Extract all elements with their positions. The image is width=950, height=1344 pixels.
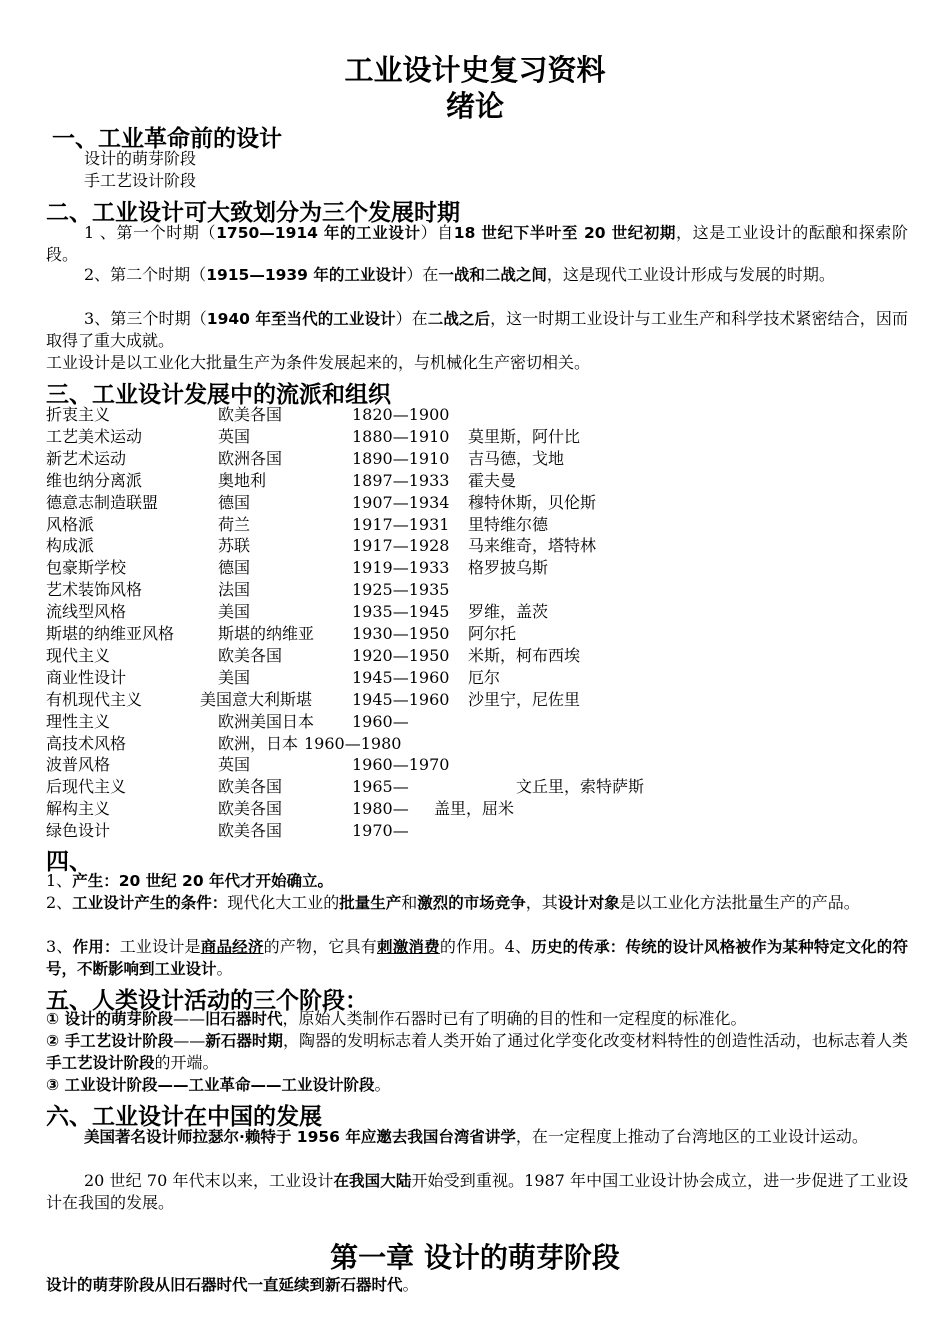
text-run: 。	[402, 1275, 419, 1294]
school-region: 法国	[218, 580, 251, 600]
school-people: 阿尔托	[468, 624, 517, 643]
text-run: ，其	[525, 893, 558, 912]
school-people: 莫里斯，阿什比	[468, 426, 581, 446]
school-years: 1925—1935	[352, 580, 450, 600]
bold-run: ③ 工业设计阶段——工业革命——工业设计阶段	[46, 1076, 375, 1094]
bold-run: 新石器时期	[205, 1032, 283, 1050]
school-years: 1880—1910	[352, 426, 450, 446]
bold-run: 设计对象	[557, 894, 620, 912]
school-region: 欧美各国	[218, 777, 283, 797]
bold-run: 在我国大陆	[333, 1172, 412, 1190]
section-4-heading: 四、	[46, 849, 92, 875]
bold-run: 产生：20 世纪 20 年代才开始确立。	[72, 872, 334, 890]
school-name: 斯堪的纳维亚风格	[46, 624, 175, 643]
school-name: 有机现代主义	[46, 689, 143, 709]
school-years: 1930—1950	[352, 624, 450, 643]
sec1-item-1: 设计的萌芽阶段	[84, 149, 197, 168]
text-run: ）在	[406, 265, 439, 284]
table-row	[46, 601, 906, 623]
bold-run: 批量生产	[339, 894, 402, 912]
table-row	[46, 711, 906, 733]
bold-underline-run: 商品经济	[200, 938, 264, 956]
table-row	[46, 689, 906, 711]
school-years: 1920—1950	[352, 645, 450, 665]
school-region: 美国	[218, 602, 251, 622]
text-run: ）自	[420, 223, 454, 242]
bold-run: 旧石器时代	[205, 1010, 283, 1028]
school-region: 欧洲美国日本	[218, 711, 315, 731]
table-row	[46, 557, 906, 579]
school-region: 奥地利	[218, 470, 267, 490]
school-people: 穆特休斯，贝伦斯	[468, 492, 597, 512]
text-run: 。	[216, 959, 233, 978]
school-people: 盖里，屈米	[434, 799, 515, 819]
section-2-heading: 二、工业设计可大致划分为三个发展时期	[46, 200, 460, 226]
school-region: 美国意大利斯堪	[200, 689, 313, 709]
school-people: 霍夫曼	[468, 470, 517, 490]
school-name: 波普风格	[46, 755, 111, 775]
bold-underline-run: 刺激消费	[377, 938, 440, 956]
school-region: 英国	[218, 755, 251, 775]
school-region: 荷兰	[218, 514, 251, 534]
school-name: 商业性设计	[46, 667, 127, 687]
table-row	[46, 579, 906, 601]
sec2-paragraph-2	[46, 264, 908, 286]
school-region: 欧美各国	[218, 821, 283, 841]
table-row	[46, 733, 906, 755]
table-row	[46, 404, 906, 426]
sec6-paragraph-1	[46, 1126, 908, 1148]
bold-run: 美国著名设计师拉瑟尔·赖特于 1956 年应邀去我国台湾省讲学	[84, 1128, 516, 1146]
sec4-line-2	[46, 892, 908, 914]
school-region: 欧洲各国	[218, 448, 283, 468]
school-years: 1897—1933	[352, 470, 450, 490]
sec5-line-3	[46, 1074, 391, 1096]
section-6-heading: 六、工业设计在中国的发展	[46, 1104, 322, 1130]
school-years: 1965—	[352, 777, 409, 797]
school-name: 构成派	[46, 536, 95, 556]
table-row	[46, 514, 906, 536]
bold-run: 工业设计产生的条件：	[72, 894, 228, 912]
chapter-1-intro	[46, 1274, 419, 1296]
school-years: 1917—1928	[352, 536, 450, 556]
bold-run: 手工艺设计阶段	[46, 1054, 155, 1072]
section-5-heading: 五、人类设计活动的三个阶段：	[46, 988, 368, 1014]
text-run: 1 、第一个时期（	[84, 223, 217, 242]
school-name: 德意志制造联盟	[46, 492, 159, 512]
school-years: 1945—1960	[352, 689, 450, 709]
school-region: 英国	[218, 426, 251, 446]
bold-run: ① 设计的萌芽阶段	[46, 1010, 174, 1028]
bold-run: 历史的传承：传统的设计风格被作为某种特定文化的符号，不断影响到工业设计	[46, 938, 908, 978]
school-years: 1960—	[352, 711, 409, 731]
school-region: 德国	[218, 492, 251, 512]
text-run: 和	[401, 893, 418, 912]
school-people: 吉马德，戈地	[468, 448, 565, 468]
school-people: 文丘里，索特萨斯	[516, 777, 645, 797]
sec2-paragraph-3	[46, 308, 908, 352]
text-run: 开始受到重视。1987 年中国工业设计协会成立，进一步促进了工业设计在我国的发展。	[46, 1171, 908, 1212]
school-name: 新艺术运动	[46, 448, 127, 468]
table-row	[46, 492, 906, 514]
school-people: 厄尔	[468, 667, 501, 687]
sec1-item-2: 手工艺设计阶段	[84, 171, 197, 190]
school-name: 后现代主义	[46, 777, 127, 797]
school-people: 米斯，柯布西埃	[468, 645, 581, 665]
table-row	[46, 776, 906, 798]
school-name: 工艺美术运动	[46, 426, 143, 446]
text-run: ，在一定程度上推动了台湾地区的工业设计运动。	[515, 1127, 868, 1146]
text-run: 是以工业化方法批量生产的产品。	[619, 893, 860, 912]
table-row	[46, 645, 906, 667]
text-run: 的开端。	[154, 1053, 219, 1072]
school-years: 1945—1960	[352, 667, 450, 687]
school-years: 1935—1945	[352, 602, 450, 622]
text-run: ）在	[395, 309, 428, 328]
bold-run: 作用：	[72, 938, 120, 956]
text-run: 3、第三个时期（	[84, 309, 207, 328]
school-region: 斯堪的纳维亚	[218, 624, 315, 643]
section-1-heading: 一、工业革命前的设计	[52, 126, 282, 152]
text-run: 2、	[46, 893, 73, 912]
school-region: 欧美各国	[218, 405, 283, 424]
text-run: ，这一时期工业设计与工业生产和科学技术紧密结合，因而取得了重大成就。	[46, 309, 908, 350]
table-row	[46, 448, 906, 470]
text-run: 的产物，它具有	[263, 937, 378, 956]
school-region: 德国	[218, 558, 251, 578]
table-row	[46, 754, 906, 776]
table-row	[46, 798, 906, 820]
school-name: 维也纳分离派	[46, 470, 143, 490]
school-years: 1980—	[352, 799, 409, 819]
bold-run: 1750—1914 年的工业设计	[216, 224, 421, 242]
text-run: 2、第二个时期（	[84, 265, 207, 284]
text-run: 工业设计是	[119, 937, 201, 956]
school-name: 流线型风格	[46, 602, 127, 622]
school-years: 1820—1900	[352, 405, 450, 424]
bold-run: 一战和二战之间	[438, 266, 547, 284]
text-run: ，原始人类制作石器时已有了明确的目的性和一定程度的标准化。	[282, 1009, 747, 1028]
sec6-paragraph-2	[46, 1170, 908, 1214]
sec4-line-1	[46, 870, 333, 892]
school-name: 理性主义	[46, 711, 111, 731]
table-row	[46, 426, 906, 448]
table-row	[46, 623, 906, 645]
bold-run: 1915—1939 年的工业设计	[206, 266, 407, 284]
school-region: 美国	[218, 667, 251, 687]
school-years: 1960—1970	[352, 755, 450, 775]
school-name: 解构主义	[46, 799, 111, 819]
table-row	[46, 667, 906, 689]
text-run: ——	[173, 1009, 206, 1028]
sec5-line-2	[46, 1030, 908, 1074]
school-people: 马来维奇，塔特林	[468, 536, 597, 556]
school-region: 苏联	[218, 536, 251, 556]
school-years: 1970—	[352, 821, 409, 841]
school-name: 艺术装饰风格	[46, 580, 143, 600]
text-run: ，这是现代工业设计形成与发展的时期。	[546, 265, 835, 284]
sec4-line-3	[46, 936, 908, 980]
table-row	[46, 470, 906, 492]
school-name: 绿色设计	[46, 821, 111, 841]
school-years: 1907—1934	[352, 492, 450, 512]
text-run: ，这是工业设计的酝酿和探索阶段。	[46, 223, 908, 264]
bold-run: 设计的萌芽阶段从旧石器时代一直延续到新石器时代	[46, 1276, 403, 1294]
school-years: 1917—1931	[352, 514, 450, 534]
text-run: ——	[173, 1031, 206, 1050]
section-3-heading: 三、工业设计发展中的流派和组织	[46, 382, 391, 408]
table-row	[46, 820, 906, 842]
text-run: 1、	[46, 871, 73, 890]
school-name: 折衷主义	[46, 405, 111, 424]
sec2-paragraph-1	[46, 222, 908, 266]
school-years: 1919—1933	[352, 558, 450, 578]
chapter-1-heading: 第一章 设计的萌芽阶段	[330, 1241, 620, 1274]
bold-run: 1940 年至当代的工业设计	[206, 310, 396, 328]
bold-run: 18 世纪下半叶至 20 世纪初期	[453, 224, 677, 242]
table-row	[46, 535, 906, 557]
text-run: 3、	[46, 937, 73, 956]
text-run: 20 世纪 70 年代末以来，工业设计	[84, 1171, 334, 1190]
text-run: 现代化大工业的	[227, 893, 340, 912]
school-name: 包豪斯学校	[46, 558, 127, 578]
school-people: 沙里宁，尼佐里	[468, 689, 581, 709]
document-title: 工业设计史复习资料	[344, 53, 606, 87]
text-run: 的作用。4、	[439, 937, 532, 956]
school-years: 1960—1980	[304, 733, 402, 753]
school-years: 1890—1910	[352, 448, 450, 468]
school-name: 高技术风格	[46, 733, 127, 753]
school-name: 现代主义	[46, 645, 111, 665]
bold-run: ② 手工艺设计阶段	[46, 1032, 174, 1050]
school-region: 欧美各国	[218, 645, 283, 665]
school-people: 格罗披乌斯	[468, 558, 549, 578]
school-people: 里特维尔德	[468, 514, 549, 534]
bold-run: 二战之后	[427, 310, 491, 328]
school-region: 欧洲，日本	[218, 733, 299, 753]
school-region: 欧美各国	[218, 799, 283, 819]
school-people: 罗维，盖茨	[468, 602, 549, 622]
bold-run: 激烈的市场竞争	[417, 894, 526, 912]
sec5-line-1	[46, 1008, 908, 1030]
document-subtitle: 绪论	[445, 89, 504, 123]
text-run: 。	[374, 1075, 391, 1094]
school-name: 风格派	[46, 514, 95, 534]
sec2-paragraph-4: 工业设计是以工业化大批量生产为条件发展起来的，与机械化生产密切相关。	[46, 353, 591, 372]
text-run: ，陶器的发明标志着人类开始了通过化学变化改变材料特性的创造性活动，也标志着人类	[282, 1031, 908, 1050]
